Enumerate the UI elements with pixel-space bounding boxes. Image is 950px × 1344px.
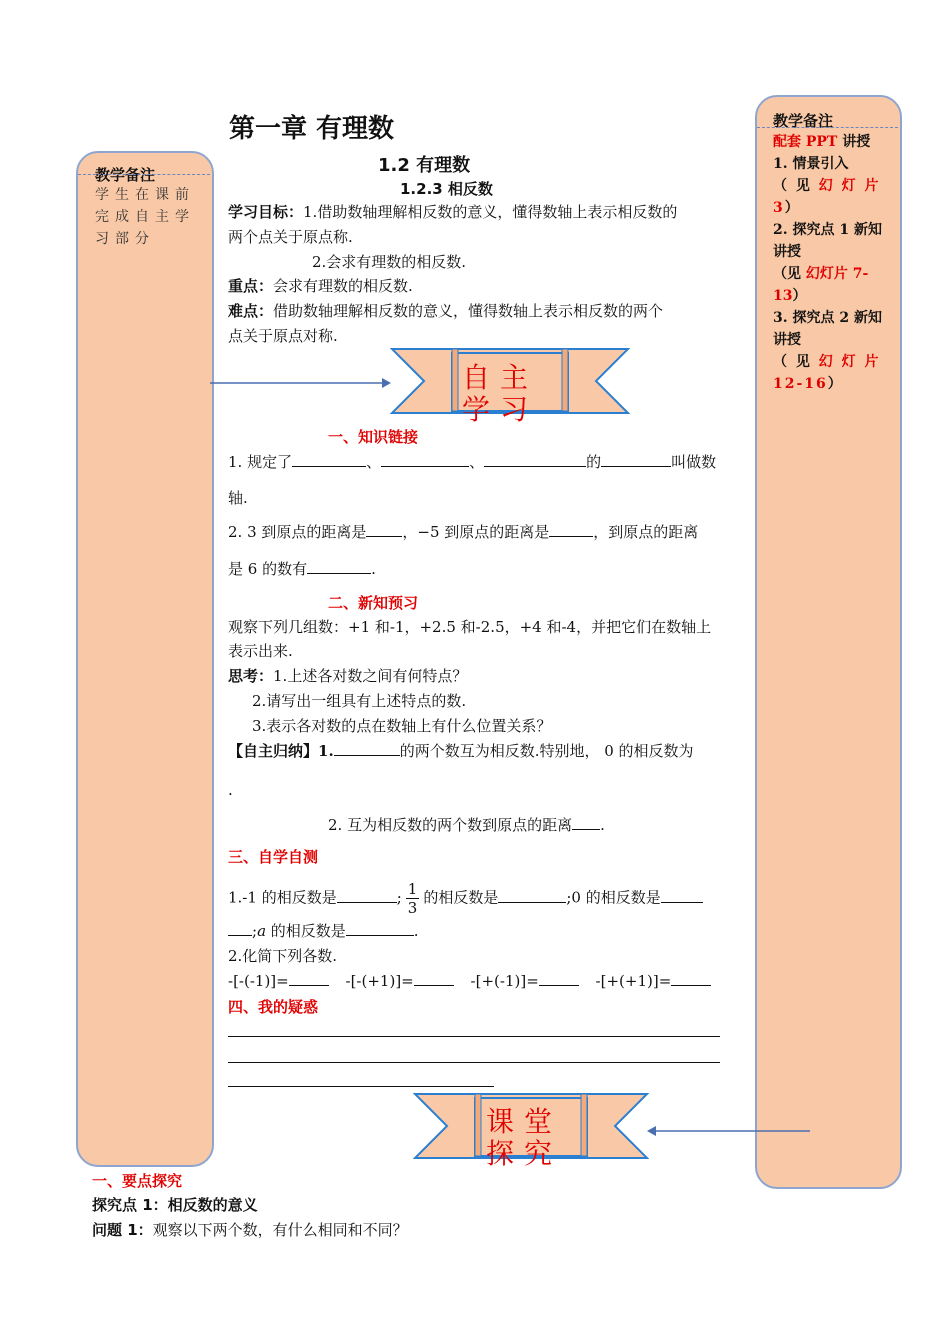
arrow-to-banner-1 [210,376,392,390]
section-doubts: 四、我的疑惑 [228,998,319,1016]
observe-line-1: 观察下列几组数：+1 和-1，+2.5 和-2.5，+4 和-4，并把它们在数轴上 [228,618,712,636]
objective-line-1: 学习目标：1.借助数轴理解相反数的意义，懂得数轴上表示相反数的 [228,203,678,221]
section-preview: 二、新知预习 [328,594,419,612]
explore-point-1: 探究点 1：相反数的意义 [92,1196,258,1214]
observe-line-2: 表示出来. [228,642,293,660]
question-2-tail: 是 6 的数有 . [228,560,376,578]
objective-line-1b: 两个点关于原点称. [228,228,353,246]
summary-1: 【自主归纳】1. 的两个数互为相反数.特别地， 0 的相反数为 [228,742,694,760]
section-knowledge-link: 一、知识链接 [328,428,419,446]
answer-line-1 [228,1035,720,1037]
banner-class-explore-label: 课堂探究 [486,1105,563,1170]
summary-2: 2. 互为相反数的两个数到原点的距离 . [328,816,605,834]
summary-1-dot: . [228,781,233,799]
note-item-3: 3. 探究点 2 新知讲授 （ 见 幻 灯 片 12-16） [773,310,882,392]
arrow-to-banner-2 [646,1124,812,1138]
question-1: 1. 规定了 、 、 的 叫做数 [228,453,717,471]
difficult-point: 难点：借助数轴理解相反数的意义，懂得数轴上表示相反数的两个 [228,302,664,320]
answer-line-3 [228,1085,494,1087]
section-self-test: 三、自学自测 [228,848,319,866]
section-title: 1.2 有理数 [378,155,471,176]
subsection-title: 1.2.3 相反数 [400,180,493,198]
left-note-panel [76,151,214,1167]
right-note-body [773,131,885,395]
think-3: 3.表示各对数的点在数轴上有什么位置关系？ [252,717,552,735]
key-point-explore-heading: 一、要点探究 [92,1172,183,1190]
answer-line-2 [228,1061,720,1063]
right-note-divider [757,127,898,128]
difficult-point-2: 点关于原点对称. [228,327,338,345]
test-1-tail: ;a 的相反数是 . [228,919,419,943]
key-point: 重点：会求有理数的相反数. [228,277,413,295]
test-1: 1.-1 的相反数是 ; $\frac{1}{3}$ 的相反数是 ;0 的相反数是 [228,880,703,917]
right-note-heading: 教学备注 [773,112,834,130]
left-note-text: 学生在课前完成自主学习部分 [95,187,195,247]
think-1: 思考：1.上述各对数之间有何特点？ [228,667,468,685]
test-2: 2.化简下列各数. [228,947,338,965]
note-item-1: 1. 情景引入 （ 见 幻 灯 片 3） [773,156,881,216]
question-2: 2. 3 到原点的距离是 ，−5 到原点的距离是 ，到原点的距离 [228,523,699,541]
objective-line-2: 2.会求有理数的相反数. [312,253,467,271]
think-2: 2.请写出一组具有上述特点的数. [252,692,467,710]
ppt-line: 配套 PPT 讲授 [773,134,871,150]
left-note-heading: 教学备注 [95,166,156,184]
test-2-exprs: -[-(-1)]= -[-(+1)]= -[+(-1)]= -[+(+1)]= [228,969,711,993]
chapter-title: 第一章 有理数 [229,114,395,144]
question-1-tail: 轴. [228,489,248,507]
left-note-divider [78,174,210,175]
banner-self-study-label: 自主学习 [462,361,539,426]
note-item-2: 2. 探究点 1 新知讲授 （见 幻灯片 7-13） [773,222,882,304]
fraction-one-third: $\frac{1}{3}$ [407,880,418,917]
question-label-line: 问题 1：观察以下两个数，有什么相同和不同？ [92,1221,408,1239]
